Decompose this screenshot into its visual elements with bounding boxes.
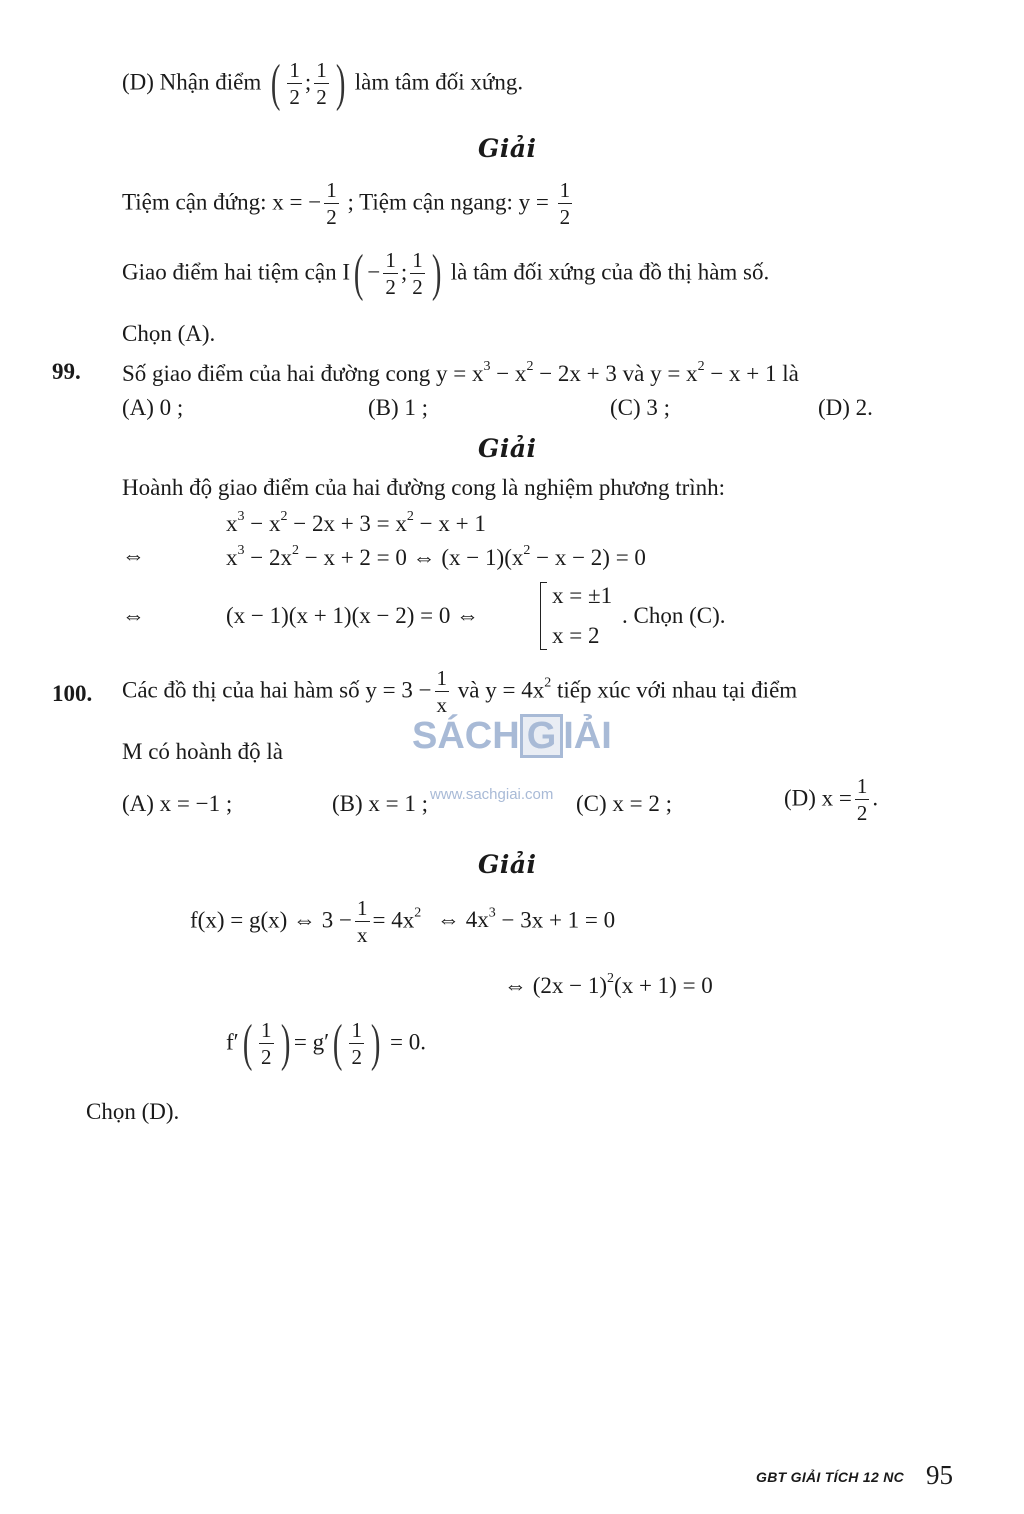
option-b: (B) x = 1 ;: [332, 791, 429, 816]
case-1: x = ±1: [552, 583, 613, 608]
solution-step-3: f′( $\frac{1}{2}$ ) = g′( $\frac{1}{2}$ ) = 0.: [226, 1015, 427, 1072]
option-b: (B) 1 ;: [368, 395, 429, 420]
option-c: (C) 3 ;: [610, 395, 671, 420]
watermark-logo: SÁCH G IẢI: [412, 715, 612, 757]
equation-1: $x^3 - x^2 - 2x + 3 = x^2 - x + 1$: [226, 509, 486, 536]
fraction: $\frac{1}{x}$: [436, 666, 448, 717]
fraction: $\frac{1}{2}$: [289, 58, 300, 109]
question-number: 99.: [52, 359, 81, 384]
question-100-text: Các đồ thị của hai hàm số y = 3 − $\frac{1}{x}$ và $y = 4x^2$ tiếp xúc với nhau tại điểm: [122, 666, 798, 717]
fraction: $\frac{1}{2}$: [351, 1018, 362, 1069]
equivalence-arrow: ⇔: [122, 603, 145, 628]
watermark-url: www.sachgiai.com: [430, 786, 554, 803]
fraction: $\frac{1}{2}$: [316, 58, 327, 109]
equation-3: (x − 1)(x + 1)(x − 2) = 0 ⇔: [226, 603, 480, 628]
case-bracket: [540, 582, 547, 650]
fraction: $\frac{1}{2}$: [412, 248, 423, 299]
option-d: (D) 2.: [818, 395, 873, 420]
page-number: 95: [926, 1460, 953, 1490]
asymptote-line: Tiệm cận đứng: x = − $\frac{1}{2}$ ; Tiệm cận ngang: y = $\frac{1}{2}$: [122, 178, 571, 229]
prev-option-d: (D) Nhận điểm ( $\frac{1}{2}$ ; $\frac{1}{2}$ ) làm tâm đối xứng.: [122, 55, 524, 112]
choice-98: Chọn (A).: [122, 321, 216, 346]
case-2: x = 2: [552, 623, 600, 648]
intersection-line: Giao điểm hai tiệm cận I( − $\frac{1}{2}$ ; $\frac{1}{2}$ ) là tâm đối xứng của đồ thị hàm số.: [122, 245, 770, 302]
solution-step-1: f(x) = g(x) ⇔ 3 − $\frac{1}{x}$ = $4x^2$ ⇔ $4x^3 - 3x + 1 = 0$: [190, 896, 616, 947]
fraction: $\frac{1}{x}$: [357, 896, 368, 947]
fraction: $\frac{1}{2}$: [261, 1018, 272, 1069]
equivalence-arrow: ⇔: [122, 543, 145, 568]
equation-2: $x^3 - 2x^2 - x + 2 = 0$ ⇔ $(x - 1)(x^2 - x - 2) = 0$: [226, 543, 646, 570]
question-100-text-2: M có hoành độ là: [122, 739, 283, 764]
fraction: $\frac{1}{2}$: [326, 178, 337, 229]
question-99-text: Số giao điểm của hai đường cong $y = x^3 - x^2 - 2x + 3$ và $y = x^2 - x + 1$ là: [122, 359, 799, 386]
solution-heading: Giải: [478, 434, 537, 463]
choice-100: Chọn (D).: [86, 1099, 180, 1124]
option-a: (A) x = −1 ;: [122, 791, 233, 816]
solution-heading: Giải: [478, 134, 537, 163]
solution-heading: Giải: [478, 850, 537, 879]
question-number: 100.: [52, 681, 93, 706]
option-a: (A) 0 ;: [122, 395, 184, 420]
choice-99: . Chọn (C).: [622, 603, 726, 628]
solution-intro: Hoành độ giao điểm của hai đường cong là nghiệm phương trình:: [122, 475, 726, 500]
option-d: (D) x = $\frac{1}{2}$ .: [784, 774, 879, 825]
option-c: (C) x = 2 ;: [576, 791, 673, 816]
fraction: $\frac{1}{2}$: [385, 248, 396, 299]
fraction: $\frac{1}{2}$: [856, 774, 868, 825]
fraction: $\frac{1}{2}$: [559, 178, 571, 229]
footer-book-title: GBT GIẢI TÍCH 12 NC: [756, 1469, 905, 1485]
solution-step-2: ⇔ $(2x - 1)^2(x + 1) = 0$: [504, 971, 713, 998]
